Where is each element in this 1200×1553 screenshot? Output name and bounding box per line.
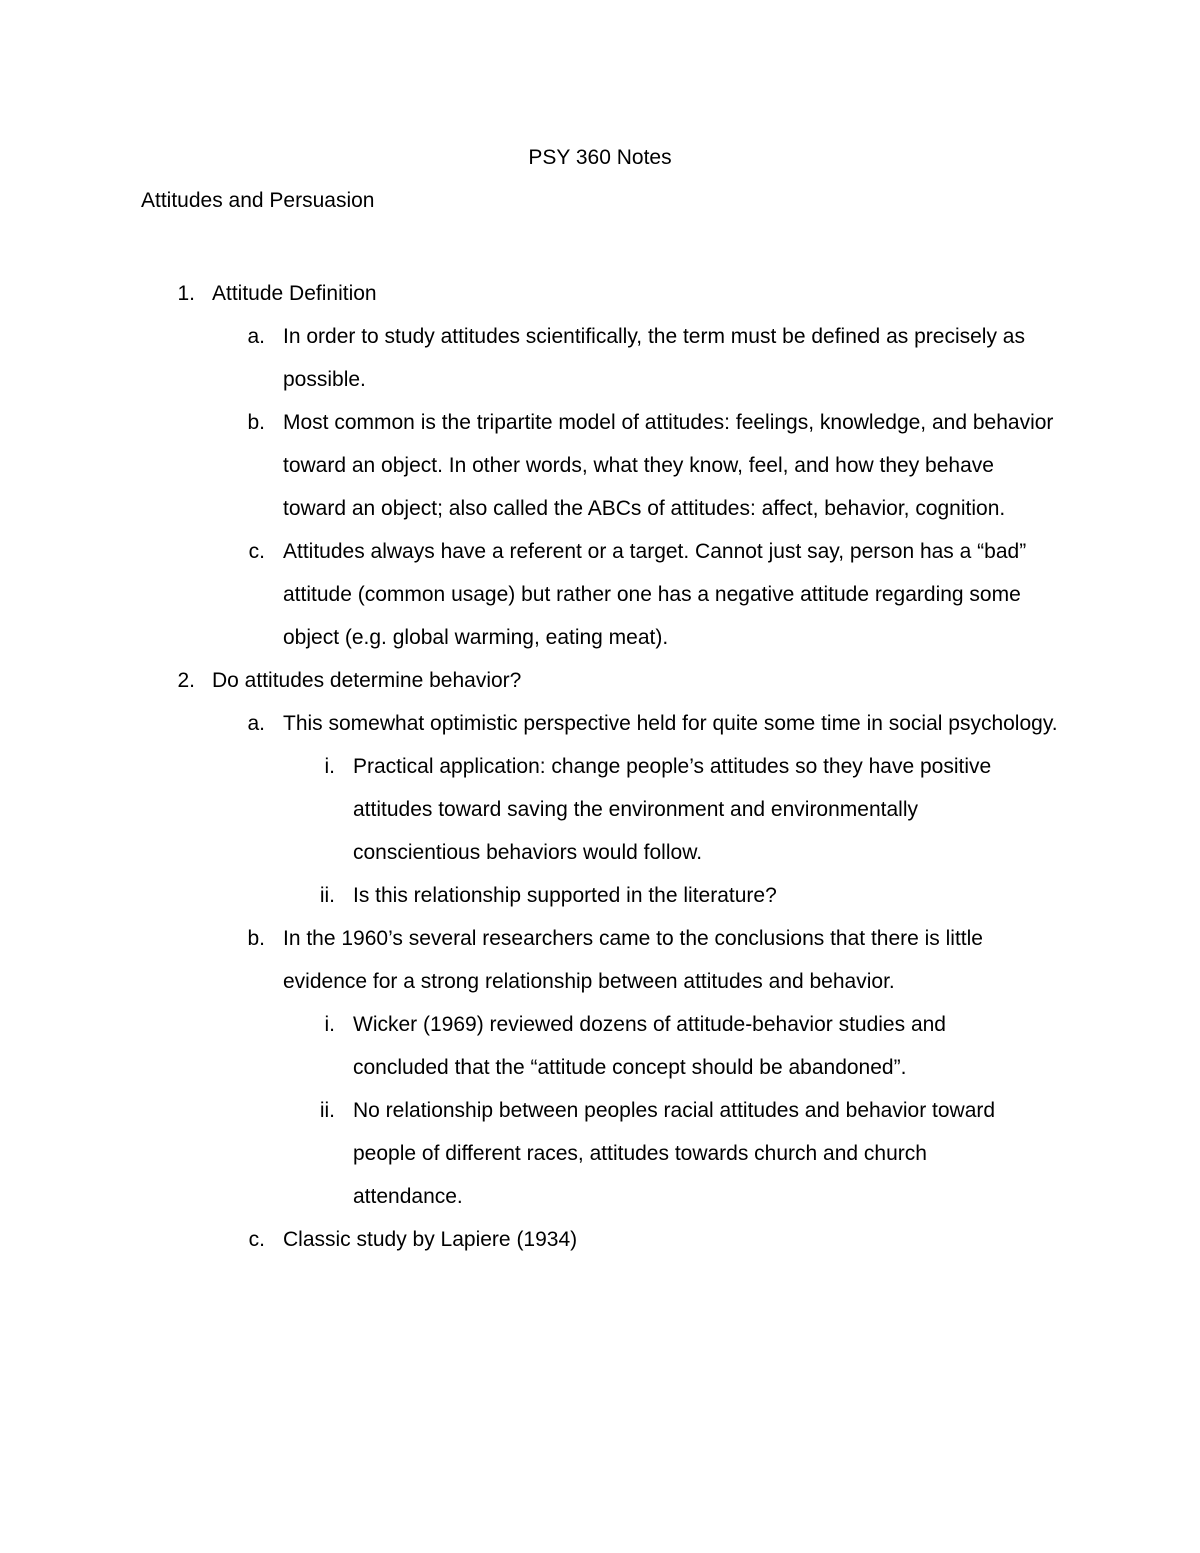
outline-item-text: Is this relationship supported in the literature? xyxy=(353,884,777,907)
list-marker: i. xyxy=(324,755,335,778)
list-marker: c. xyxy=(248,1228,265,1251)
list-marker: c. xyxy=(248,540,265,563)
outline-item-text: Most common is the tripartite model of attitudes: feelings, knowledge, and behavior toward an object. In other words, what they know, feel, and how they behave toward an object; also called the ABCs of attitudes: affect, behavior, cognition. xyxy=(283,411,1054,520)
list-marker: 1. xyxy=(177,282,195,305)
notes-outline xyxy=(0,272,1200,1261)
outline-item xyxy=(0,401,1200,530)
outline-item xyxy=(0,745,1200,874)
outline-item-text: Practical application: change people’s attitudes so they have positive attitudes toward saving the environment and environmentally conscientious behaviors would follow. xyxy=(353,755,992,864)
outline-item xyxy=(0,530,1200,659)
outline-item-text: In order to study attitudes scientifically, the term must be defined as precisely as possible. xyxy=(283,325,1025,391)
list-marker: b. xyxy=(247,927,265,950)
outline-item-text: Wicker (1969) reviewed dozens of attitude-behavior studies and concluded that the “attitude concept should be abandoned”. xyxy=(353,1013,946,1079)
outline-item xyxy=(0,874,1200,917)
document-title: PSY 360 Notes xyxy=(528,146,672,169)
outline-item-text: Classic study by Lapiere (1934) xyxy=(283,1228,578,1251)
list-marker: a. xyxy=(247,325,265,348)
list-marker: b. xyxy=(247,411,265,434)
list-marker: ii. xyxy=(319,884,335,907)
outline-item xyxy=(0,272,1200,315)
outline-item xyxy=(0,315,1200,401)
outline-item xyxy=(0,1218,1200,1261)
list-marker: i. xyxy=(324,1013,335,1036)
outline-item-text: No relationship between peoples racial attitudes and behavior toward people of different races, attitudes towards church and church attendance. xyxy=(353,1099,996,1208)
outline-item-text: This somewhat optimistic perspective held for quite some time in social psychology. xyxy=(283,712,1058,735)
list-marker: ii. xyxy=(319,1099,335,1122)
outline-item-text: Do attitudes determine behavior? xyxy=(212,669,522,692)
outline-item xyxy=(0,702,1200,745)
outline-item-text: Attitudes always have a referent or a target. Cannot just say, person has a “bad” attitude (common usage) but rather one has a negative attitude regarding some object (e.g. global warming, eating meat). xyxy=(283,540,1027,649)
outline-item-text: In the 1960’s several researchers came to the conclusions that there is little evidence for a strong relationship between attitudes and behavior. xyxy=(283,927,983,993)
list-marker: 2. xyxy=(177,669,195,692)
document-subtitle: Attitudes and Persuasion xyxy=(141,189,375,212)
list-marker: a. xyxy=(247,712,265,735)
outline-item xyxy=(0,917,1200,1003)
outline-item xyxy=(0,1089,1200,1218)
outline-item xyxy=(0,1003,1200,1089)
outline-item xyxy=(0,659,1200,702)
outline-item-text: Attitude Definition xyxy=(212,282,377,305)
